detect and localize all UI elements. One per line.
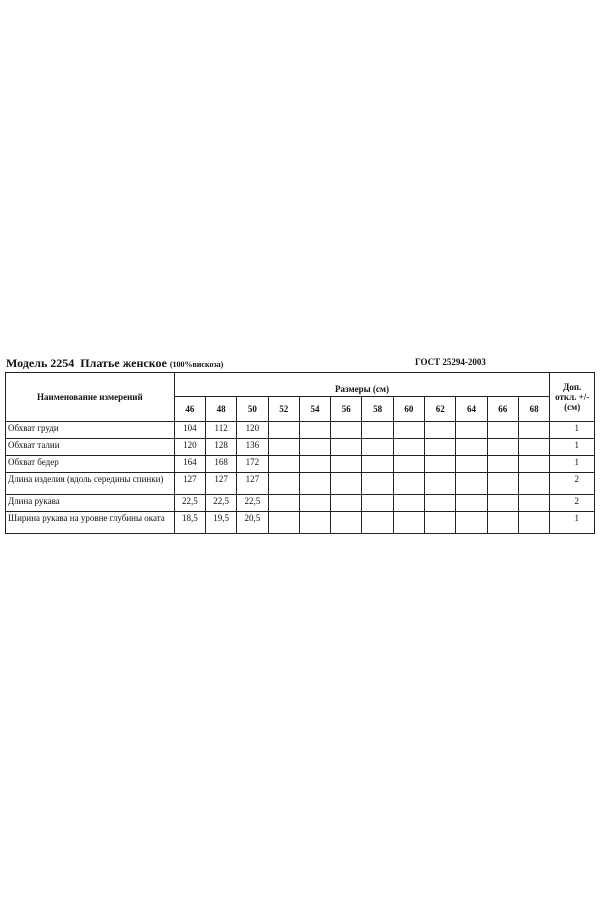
- measurement-value: [331, 495, 362, 512]
- sizes-header: Размеры (см): [174, 373, 550, 397]
- measurement-value: 20,5: [237, 512, 268, 534]
- measurement-name: Обхват бедер: [6, 456, 175, 473]
- measurement-value: [487, 456, 518, 473]
- measurement-value: 172: [237, 456, 268, 473]
- measurement-value: 22,5: [174, 495, 205, 512]
- measurement-value: 19,5: [205, 512, 236, 534]
- product-name: Платье женское: [80, 356, 167, 370]
- measurement-value: [268, 439, 299, 456]
- measurement-value: [299, 473, 330, 495]
- measurement-value: [518, 473, 549, 495]
- document-header: [5, 356, 595, 372]
- measurement-value: [268, 456, 299, 473]
- table-row: [6, 495, 595, 512]
- model-title: [6, 356, 223, 371]
- measurement-value: [393, 512, 424, 534]
- measurement-value: 22,5: [237, 495, 268, 512]
- table-row: [6, 456, 595, 473]
- measurement-value: [331, 512, 362, 534]
- measurement-value: 22,5: [205, 495, 236, 512]
- measurement-value: [331, 439, 362, 456]
- measurement-name: Длина изделия (вдоль середины спинки): [6, 473, 175, 495]
- tolerance-value: 2: [550, 495, 595, 512]
- measurement-value: 112: [205, 422, 236, 439]
- measurement-value: 127: [237, 473, 268, 495]
- tolerance-value: 1: [550, 439, 595, 456]
- size-header-cell: 52: [268, 397, 299, 422]
- measurement-value: [456, 473, 487, 495]
- size-header-cell: 46: [174, 397, 205, 422]
- measurement-value: 120: [237, 422, 268, 439]
- table-row: [6, 512, 595, 534]
- measurement-value: [268, 512, 299, 534]
- table-row: [6, 473, 595, 495]
- measurement-value: [362, 439, 393, 456]
- measurement-value: [456, 422, 487, 439]
- measurement-value: 120: [174, 439, 205, 456]
- header-row-top: [6, 373, 595, 397]
- measurement-value: [393, 439, 424, 456]
- measurement-value: [362, 512, 393, 534]
- table-row: [6, 422, 595, 439]
- measurement-value: [331, 456, 362, 473]
- measurement-value: [393, 495, 424, 512]
- measurement-value: [268, 495, 299, 512]
- tolerance-value: 1: [550, 422, 595, 439]
- measurement-value: [487, 512, 518, 534]
- measurement-value: [362, 456, 393, 473]
- measurement-value: 18,5: [174, 512, 205, 534]
- measurement-value: 104: [174, 422, 205, 439]
- measurement-value: [425, 495, 456, 512]
- size-header-cell: 48: [205, 397, 236, 422]
- size-header-cell: 54: [299, 397, 330, 422]
- measurement-value: [518, 439, 549, 456]
- measurement-value: [487, 495, 518, 512]
- measurement-value: [299, 439, 330, 456]
- measurement-value: [425, 512, 456, 534]
- size-header-cell: 58: [362, 397, 393, 422]
- measurement-value: [456, 439, 487, 456]
- size-header-cell: 60: [393, 397, 424, 422]
- measurement-value: 127: [174, 473, 205, 495]
- measurement-name: Обхват груди: [6, 422, 175, 439]
- tolerance-value: 1: [550, 456, 595, 473]
- measurement-value: [487, 439, 518, 456]
- tolerance-value: 2: [550, 473, 595, 495]
- measurement-value: [331, 422, 362, 439]
- measurement-value: [331, 473, 362, 495]
- measurement-value: [518, 422, 549, 439]
- measurement-value: [425, 456, 456, 473]
- measurement-value: [362, 473, 393, 495]
- measurement-value: [299, 456, 330, 473]
- measurement-value: [393, 422, 424, 439]
- measurement-name: Ширина рукава на уровне глубины оката: [6, 512, 175, 534]
- measurement-value: [425, 439, 456, 456]
- measurement-value: 127: [205, 473, 236, 495]
- measurement-value: [487, 422, 518, 439]
- fabric-composition: (100%вискоза): [169, 360, 224, 369]
- measurement-value: [487, 473, 518, 495]
- size-header-cell: 56: [331, 397, 362, 422]
- measurement-name-header: Наименование измерений: [6, 373, 175, 422]
- measurement-value: 168: [205, 456, 236, 473]
- measurement-value: [299, 422, 330, 439]
- measurement-value: [518, 512, 549, 534]
- size-header-cell: 50: [237, 397, 268, 422]
- measurement-value: [456, 495, 487, 512]
- model-number: Модель 2254: [6, 356, 75, 370]
- measurement-value: [393, 456, 424, 473]
- measurement-value: [268, 473, 299, 495]
- measurement-value: 128: [205, 439, 236, 456]
- size-header-cell: 66: [487, 397, 518, 422]
- measurement-value: [299, 512, 330, 534]
- size-header-cell: 68: [518, 397, 549, 422]
- measurement-value: [362, 495, 393, 512]
- size-chart-sheet: [5, 356, 595, 534]
- measurement-value: [393, 473, 424, 495]
- measurement-value: [456, 456, 487, 473]
- size-header-cell: 62: [425, 397, 456, 422]
- measurement-value: 164: [174, 456, 205, 473]
- measurement-name: Длина рукава: [6, 495, 175, 512]
- table-row: [6, 439, 595, 456]
- tolerance-header: Доп. откл. +/- (см): [550, 373, 595, 422]
- size-table-body: [6, 373, 595, 534]
- size-table: [5, 372, 595, 534]
- measurement-value: [299, 495, 330, 512]
- measurement-value: [425, 422, 456, 439]
- measurement-value: [456, 512, 487, 534]
- measurement-value: [362, 422, 393, 439]
- measurement-value: [425, 473, 456, 495]
- measurement-value: [518, 495, 549, 512]
- tolerance-value: 1: [550, 512, 595, 534]
- gost-standard: ГОСТ 25294-2003: [415, 357, 486, 367]
- size-header-cell: 64: [456, 397, 487, 422]
- measurement-name: Обхват талии: [6, 439, 175, 456]
- measurement-value: [268, 422, 299, 439]
- measurement-value: [518, 456, 549, 473]
- measurement-value: 136: [237, 439, 268, 456]
